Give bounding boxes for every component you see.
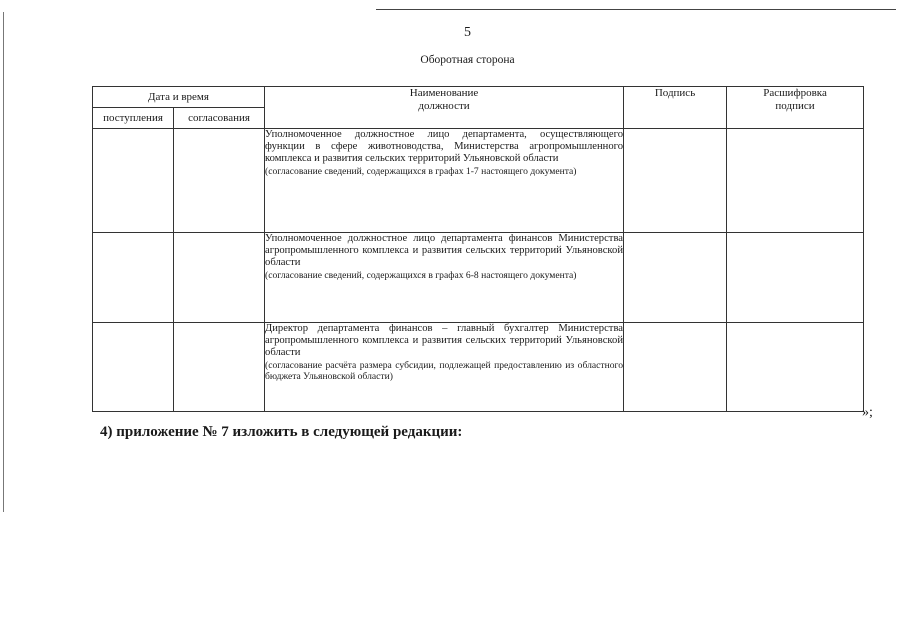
signature-decoding-cell[interactable] [727,233,864,323]
page-subtitle: Оборотная сторона [420,54,515,66]
signature-cell[interactable] [624,129,727,233]
position-cell [265,323,624,412]
closing-quote-mark: »; [862,405,873,420]
header-date-time: Дата и время [93,87,265,108]
header-position-name-text: Наименование должности [409,87,479,112]
signature-cell[interactable] [624,323,727,412]
received-cell[interactable] [93,323,174,412]
table-row [93,233,864,323]
page-margin-line [3,12,4,512]
received-cell[interactable] [93,129,174,233]
position-text: Уполномоченное должностное лицо департамента, осуществляющего функции в сфере животноводства, Министерства агропромышленного комплекса и развития сельских территорий Ульяновской области [265,129,624,165]
header-position-name [265,87,624,129]
signature-decoding-cell[interactable] [727,129,864,233]
approved-cell[interactable] [174,129,265,233]
table-header-row [93,87,864,108]
page-number: 5 [464,25,471,40]
received-cell[interactable] [93,233,174,323]
approved-cell[interactable] [174,233,265,323]
position-note: (согласование сведений, содержащихся в графах 6-8 настоящего документа) [265,269,577,281]
approved-cell[interactable] [174,323,265,412]
signature-decoding-cell[interactable] [727,323,864,412]
signature-cell[interactable] [624,233,727,323]
position-cell [265,233,624,323]
position-note: (согласование сведений, содержащихся в графах 1-7 настоящего документа) [265,165,577,177]
header-signature-decoding-text: Расшифровка подписи [763,87,827,112]
header-signature: Подпись [624,87,727,129]
header-received: поступления [93,108,174,129]
position-text: Уполномоченное должностное лицо департамента финансов Министерства агропромышленного комплекса и развития сельских территорий Ульяновской области [265,233,624,269]
amendment-text: 4) приложение № 7 изложить в следующей редакции: [100,424,463,440]
approval-table [92,86,864,412]
position-note: (согласование расчёта размера субсидии, подлежащей предоставлению из областного бюджета Ульяновской области) [265,359,624,383]
table-row [93,129,864,233]
header-approved: согласования [174,108,265,129]
position-text: Директор департамента финансов – главный бухгалтер Министерства агропромышленного комплекса и развития сельских территорий Ульяновской области [265,323,624,359]
header-signature-decoding [727,87,864,129]
table-row [93,323,864,412]
header-rule [376,9,896,10]
position-cell [265,129,624,233]
